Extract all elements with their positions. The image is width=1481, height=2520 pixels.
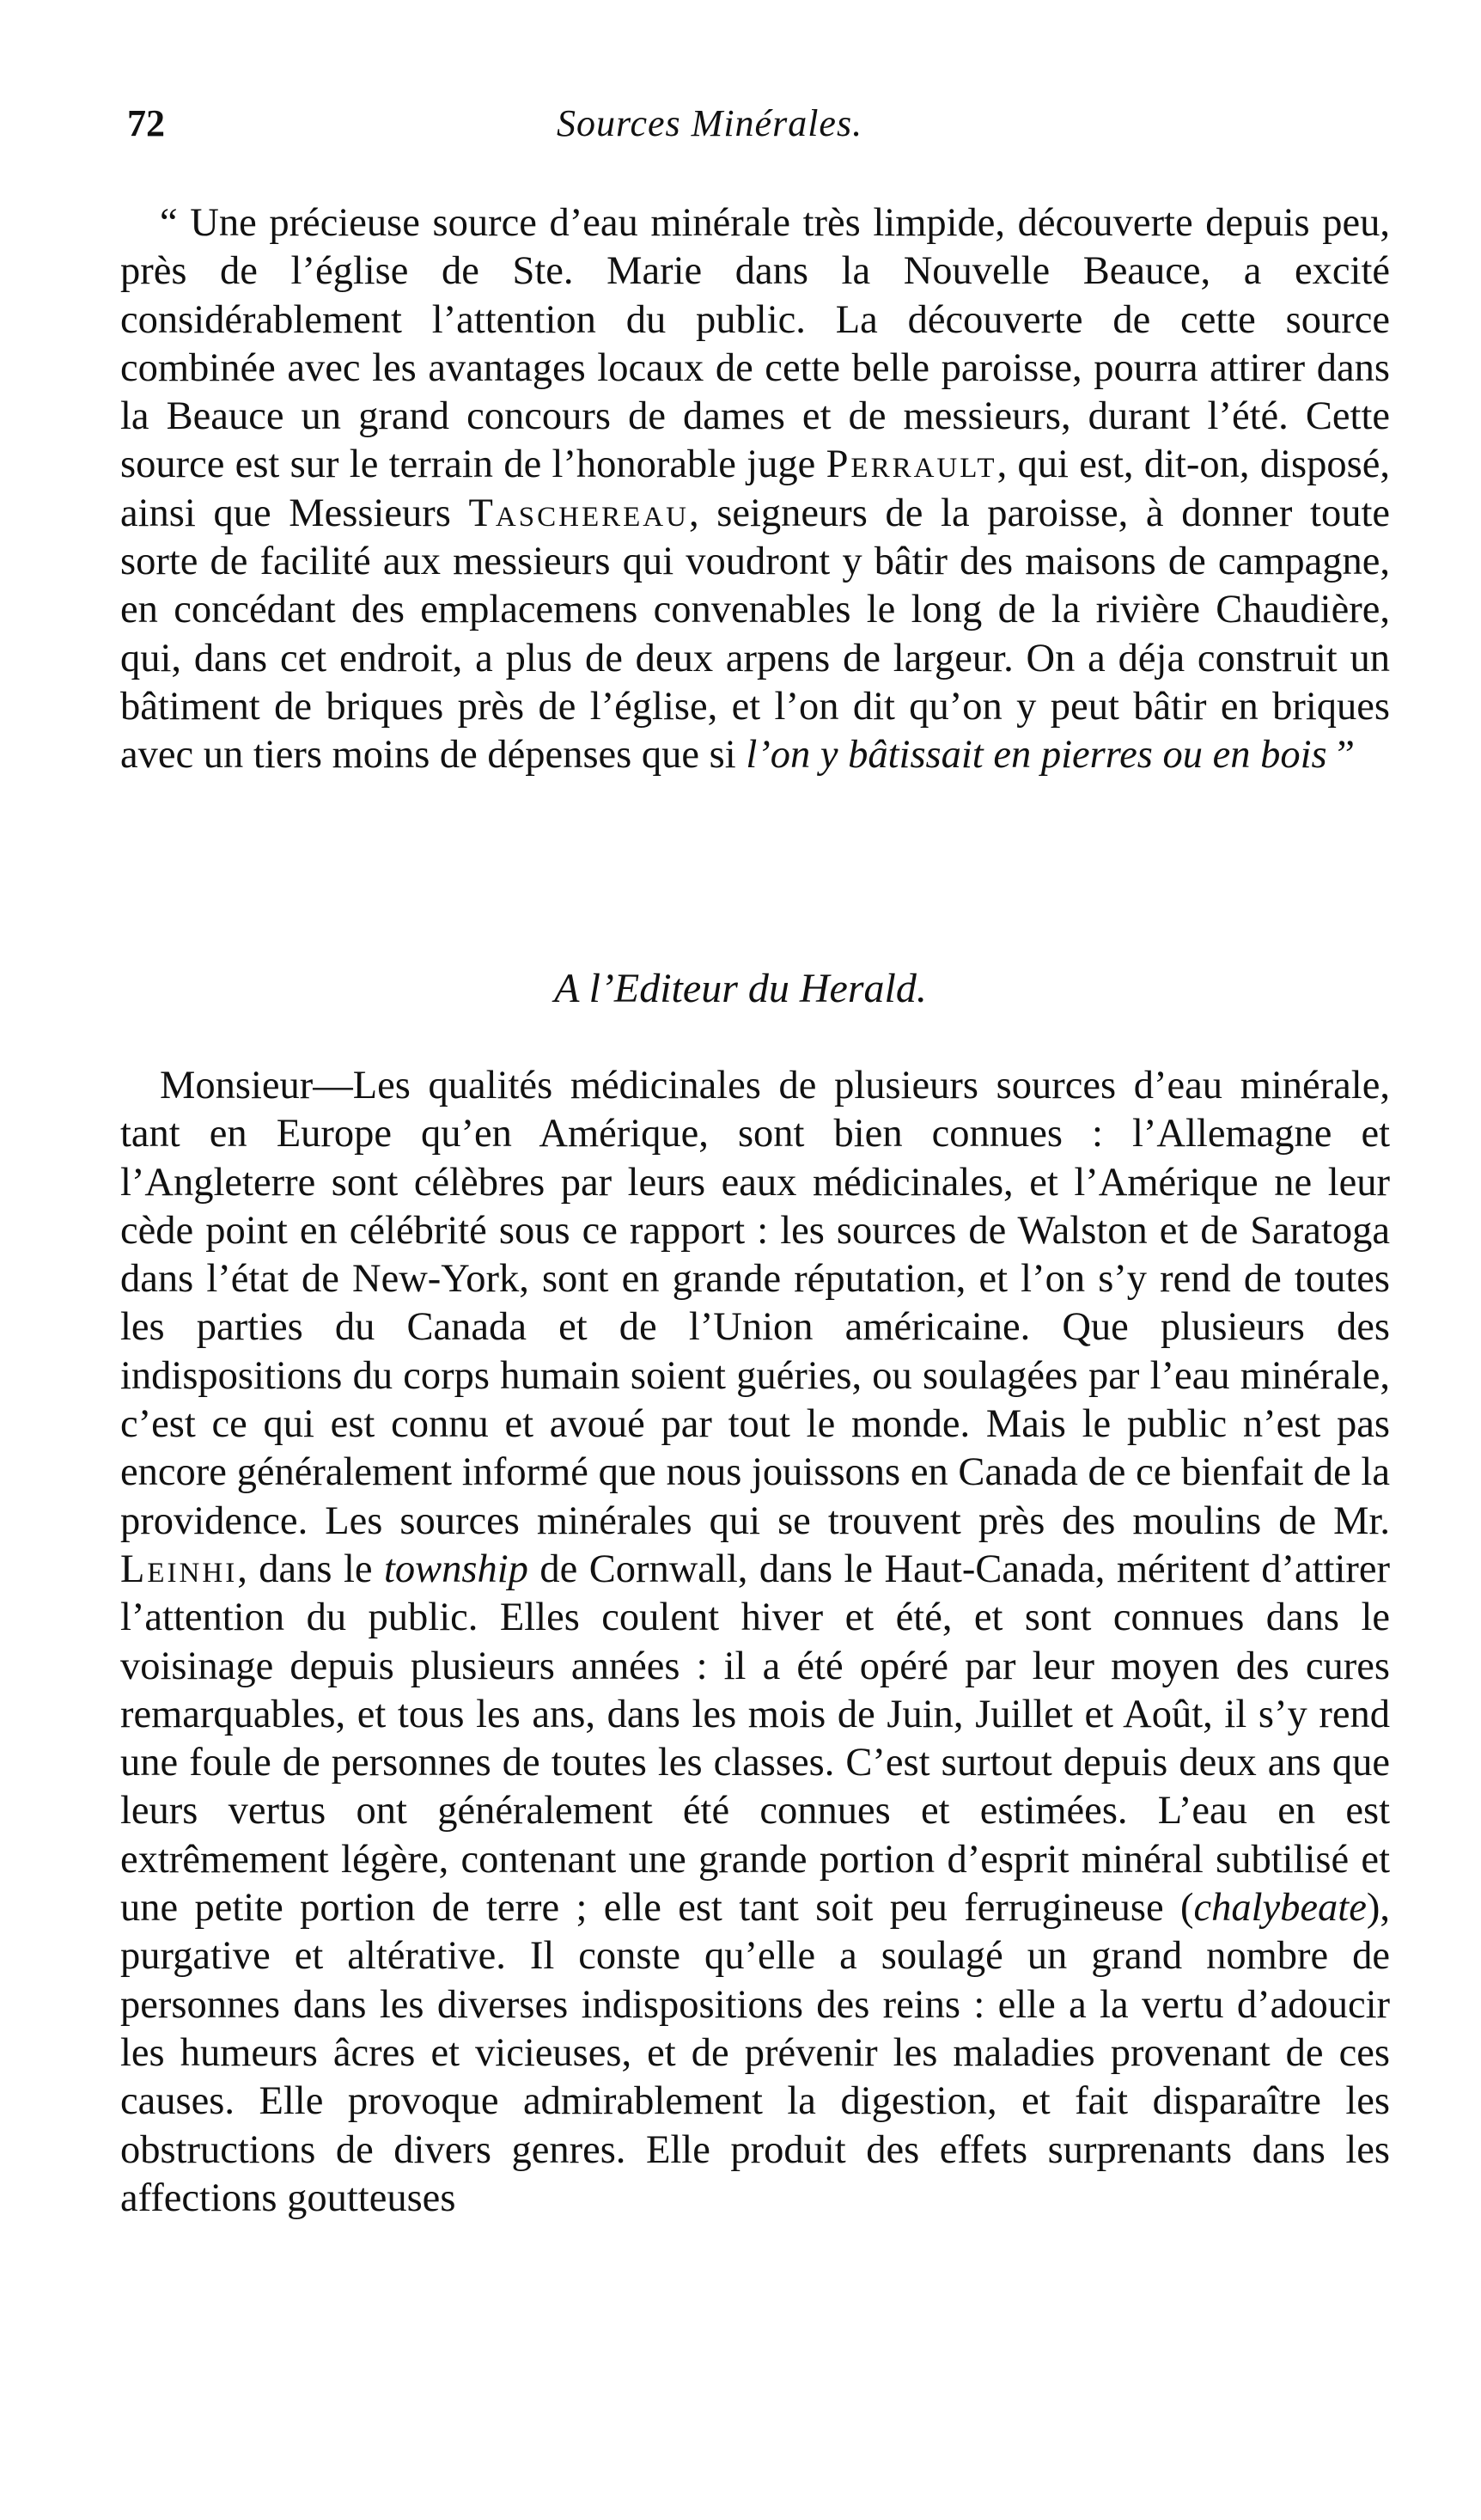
letter-paragraph <box>120 1062 1390 2223</box>
page-number: 72 <box>127 102 165 144</box>
quote-text <box>120 199 1390 780</box>
letter-text-part-2: , dans le <box>237 1547 384 1591</box>
letter-text-part-1: Monsieur—Les qualités médicinales de plusieurs sources d’eau minérale, tant en Europe qu’en Amérique, sont bien connues : l’Allemagne et l’Angleterre sont célèbres par leurs eaux médicinales, et l’Amérique ne leur cède point en célébrité sous ce rapport : les sources de Walston et de Saratoga dans l’état de New-York, sont en grande réputation, et l’on s’y rend de toutes les parties du Canada et de l’Union américaine. Que plusieurs des indispositions du corps humain soient guéries, ou soulagées par l’eau minérale, c’est ce qui est connu et avoué par tout le monde. Mais le public n’est pas encore généralement informé que nous jouissons en Canada de ce bienfait de la providence. Les sources minérales qui se trouvent près des moulins de Mr. <box>120 1064 1390 1543</box>
quoted-paragraph <box>120 199 1390 780</box>
italic-township: township <box>383 1547 528 1591</box>
quote-text-part-3: , seigneurs de la paroisse, à donner toute sorte de facilité aux messieurs qui voudront y bâtir des maisons de campagne, en concédant des emplacemens convenables le long de la rivière Chaudière, qui, dans cet endroit, a plus de deux arpens de largeur. On a déja construit un bâtiment de briques près de l’église, et l’on dit qu’on y peut bâtir en briques avec un tiers moins de dépenses que si <box>120 491 1390 778</box>
name-taschereau: Taschereau <box>468 491 689 535</box>
page-header <box>127 101 1395 162</box>
quote-text-part-2: , qui est, dit-on, disposé, ainsi que Messieurs <box>120 442 1390 535</box>
letter-text-part-3: de Cornwall, dans le Haut-Canada, méritent d’attirer l’attention du public. Elles coulent hiver et été, et sont connues dans le voisinage depuis plusieurs années : il a été opéré par leur moyen des cures remarquables, et tous les ans, dans les mois de Juin, Juillet et Août, il s’y rend une foule de personnes de toutes les classes. C’est surtout depuis deux ans que leurs vertus ont généralement été connues et estimées. L’eau en est extrêmement légère, contenant une grande portion d’esprit minéral subtilisé et une petite portion de terre ; elle est tant soit peu ferrugineuse ( <box>120 1547 1390 1931</box>
name-perrault: Perrault <box>826 442 997 487</box>
closing-quote-mark: ” <box>1326 733 1355 778</box>
running-head: Sources Minérales. <box>557 102 863 144</box>
letter-text-part-4: ), purgative et altérative. Il conste qu’elle a soulagé un grand nombre de personnes dans les diverses indispositions des reins : elle a la vertu d’adoucir les humeurs âcres et vicieuses, et de prévenir les maladies provenant de ces causes. Elle provoque admirablement la digestion, et fait disparaître les obstructions de divers genres. Elle produit des effets surprenants dans les affections goutteuses <box>120 1886 1390 2220</box>
section-heading: A l’Editeur du Herald. <box>554 966 927 1011</box>
quote-italic-ending: l’on y bâtissait en pierres ou en bois <box>746 733 1327 778</box>
italic-chalybeate: chalybeate <box>1193 1886 1367 1931</box>
name-leinhi: Leinhi <box>120 1547 238 1591</box>
quote-text-part-1: “ Une précieuse source d’eau minérale très limpide, découverte depuis peu, près de l’église de Ste. Marie dans la Nouvelle Beauce, a excité considérablement l’attention du public. La découverte de cette source combinée avec les avantages locaux de cette belle paroisse, pourra attirer dans la Beauce un grand concours de dames et de messieurs, durant l’été. Cette source est sur le terrain de l’honorable juge <box>120 201 1390 487</box>
letter-text <box>120 1062 1390 2223</box>
